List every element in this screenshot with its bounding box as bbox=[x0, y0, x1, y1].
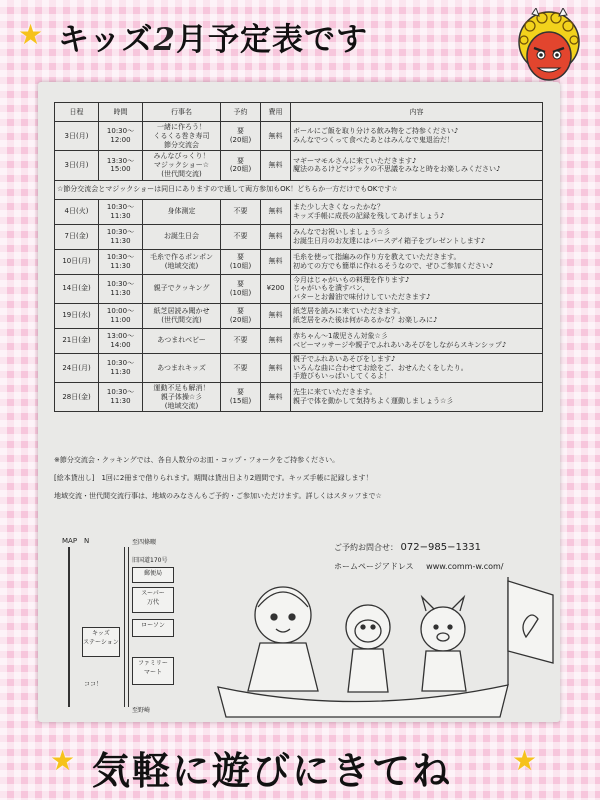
cell-content: 今月はじゃがいもの料理を作ります♪ じゃがいもを潰すパン、 バターとお醤油で味付けしていただきます♪ bbox=[291, 274, 543, 303]
characters-illustration bbox=[208, 567, 558, 722]
cell-fee: 無料 bbox=[261, 353, 291, 382]
cell-date: 4日(火) bbox=[55, 199, 99, 224]
cell-content: また少し大きくなったかな？ キッズ手帳に成長の記録を残してあげましょう♪ bbox=[291, 199, 543, 224]
title-number: 2 bbox=[153, 22, 176, 58]
phone-label: ご予約お問合せ： bbox=[334, 543, 398, 552]
cell-reserve: 要 (20組) bbox=[221, 151, 261, 180]
cell-reserve: 要 (20組) bbox=[221, 303, 261, 328]
cell-date: 24日(月) bbox=[55, 353, 99, 382]
cell-fee: 無料 bbox=[261, 199, 291, 224]
cell-event: あつまれベビー bbox=[143, 328, 221, 353]
cell-date: 7日(金) bbox=[55, 224, 99, 249]
cell-time: 13:30〜 15:00 bbox=[99, 151, 143, 180]
cell-date: 21日(金) bbox=[55, 328, 99, 353]
road-label: 旧国道170号 bbox=[132, 557, 168, 564]
table-row bbox=[55, 383, 543, 412]
cell-event: あつまれキッズ bbox=[143, 353, 221, 382]
cell-event: 身体測定 bbox=[143, 199, 221, 224]
column-header: 日程 bbox=[55, 103, 99, 122]
cell-reserve: 不要 bbox=[221, 224, 261, 249]
cell-time: 10:30〜 11:30 bbox=[99, 249, 143, 274]
header bbox=[0, 0, 600, 84]
road bbox=[124, 547, 129, 707]
map bbox=[62, 537, 194, 715]
cell-event: 運動不足も解消！ 親子体操☆彡 (地域交流) bbox=[143, 383, 221, 412]
cell-time: 10:00〜 11:00 bbox=[99, 303, 143, 328]
cell-date: 3日(月) bbox=[55, 122, 99, 151]
cell-content: 毛糸を使って指編みの作り方を教えていただきます。 初めての方でも簡単に作れるそうなので、ぜひご参加ください♪ bbox=[291, 249, 543, 274]
building-post-office: 郵便局 bbox=[132, 567, 174, 583]
building-supermarket: スーパー 万代 bbox=[132, 587, 174, 613]
road bbox=[68, 547, 70, 707]
cell-content: マギーマモルさんに来ていただきます♪ 魔法のあるけどマジックの不思議をみなと時をお楽しみください♪ bbox=[291, 151, 543, 180]
table-row bbox=[55, 328, 543, 353]
cell-content: 赤ちゃん〜1歳児さん対象☆彡 ベビーマッサージや親子でふれあいあそびをしながらスキンシップ♪ bbox=[291, 328, 543, 353]
table-row bbox=[55, 199, 543, 224]
star-icon: ★ bbox=[18, 18, 44, 51]
table-row bbox=[55, 353, 543, 382]
cell-time: 10:30〜 11:30 bbox=[99, 199, 143, 224]
oni-mask-icon bbox=[512, 8, 586, 86]
cell-time: 10:30〜 11:30 bbox=[99, 353, 143, 382]
column-header: 費用 bbox=[261, 103, 291, 122]
cell-time: 10:30〜 11:30 bbox=[99, 383, 143, 412]
cell-content: 親子でふれあいあそびをします♪ いろんな曲に合わせてお絵をご、おせんたくをしたり。 手遊びもいっぱいしてくるよ！ bbox=[291, 353, 543, 382]
column-header: 予約 bbox=[221, 103, 261, 122]
cell-date: 28日(金) bbox=[55, 383, 99, 412]
building-kids-station: キッズ ステーション bbox=[82, 627, 120, 657]
cell-fee: ¥200 bbox=[261, 274, 291, 303]
cell-date: 3日(月) bbox=[55, 151, 99, 180]
schedule-table bbox=[54, 102, 543, 412]
note-text: ☆節分交流会とマジックショーは同日にありますので通して両方参加もOK！どちらか一方だけでもOKです☆ bbox=[55, 180, 543, 199]
footnote: ※節分交流会・クッキングでは、各自人数分のお皿・コップ・フォークをご持参ください。 bbox=[54, 456, 340, 464]
cell-event: みんなびっくり！ マジックショー☆ (世代間交流) bbox=[143, 151, 221, 180]
cell-fee: 無料 bbox=[261, 224, 291, 249]
cell-fee: 無料 bbox=[261, 383, 291, 412]
footnote: [絵本貸出し] 1回に2冊まで借りられます。期間は貸出日より2週間です。キッズ手帳に記録します！ bbox=[54, 474, 373, 482]
page-title bbox=[58, 14, 368, 59]
column-header: 内容 bbox=[291, 103, 543, 122]
cell-fee: 無料 bbox=[261, 122, 291, 151]
road-label: 至四條畷 bbox=[132, 539, 157, 546]
cell-reserve: 不要 bbox=[221, 199, 261, 224]
cell-fee: 無料 bbox=[261, 303, 291, 328]
cell-reserve: 要 (15組) bbox=[221, 383, 261, 412]
table-row bbox=[55, 224, 543, 249]
cell-content: ボールにご飯を取り分ける飲み物をご持参ください♪ みんなでつくって食べたあとはみんなで鬼退治だ！ bbox=[291, 122, 543, 151]
cell-event: お誕生日会 bbox=[143, 224, 221, 249]
building-lawson: ローソン bbox=[132, 619, 174, 637]
cell-reserve: 要 (10組) bbox=[221, 274, 261, 303]
table-row bbox=[55, 151, 543, 180]
note-row bbox=[55, 180, 543, 199]
star-icon: ★ bbox=[50, 744, 76, 777]
cell-date: 19日(水) bbox=[55, 303, 99, 328]
cell-time: 10:30〜 11:30 bbox=[99, 274, 143, 303]
cell-fee: 無料 bbox=[261, 249, 291, 274]
cell-event: 親子でクッキング bbox=[143, 274, 221, 303]
cell-reserve: 要 (10組) bbox=[221, 249, 261, 274]
star-icon: ★ bbox=[512, 744, 538, 777]
cell-content: 紙芝居を読みに来ていただきます。 紙芝居をみた後は何があるかな？お楽しみに♪ bbox=[291, 303, 543, 328]
cell-fee: 無料 bbox=[261, 328, 291, 353]
title-prefix: キッズ bbox=[58, 22, 154, 58]
footnote: 地域交流・世代間交流行事は、地域のみなさんもご予約・ご参加いただけます。詳しくはスタッフまで☆ bbox=[54, 492, 382, 500]
cell-time: 10:30〜 12:00 bbox=[99, 122, 143, 151]
schedule-paper bbox=[38, 82, 560, 722]
column-header: 行事名 bbox=[143, 103, 221, 122]
web-address[interactable]: www.comm-w.com/ bbox=[426, 562, 504, 571]
cell-event: 一緒に作ろう！ くるくる巻き寿司 節分交流会 bbox=[143, 122, 221, 151]
building-familymart: ファミリー マート bbox=[132, 657, 174, 685]
cell-event: 毛糸で作るポンポン (地域交流) bbox=[143, 249, 221, 274]
web-label: ホームページアドレス bbox=[334, 562, 414, 571]
cell-event: 紙芝居読み聞かせ (世代間交流) bbox=[143, 303, 221, 328]
footer-banner bbox=[0, 728, 600, 800]
cell-content: みんなでお祝いしましょう☆彡 お誕生日月のお友達にはバースデイ箱子をプレゼントします♪ bbox=[291, 224, 543, 249]
road-label: 至野崎 bbox=[132, 707, 151, 714]
map-label: MAP bbox=[62, 537, 78, 545]
table-header-row bbox=[55, 103, 543, 122]
cell-date: 14日(金) bbox=[55, 274, 99, 303]
table-row bbox=[55, 122, 543, 151]
cell-time: 13:00〜 14:00 bbox=[99, 328, 143, 353]
table-row bbox=[55, 274, 543, 303]
table-row bbox=[55, 303, 543, 328]
column-header: 時間 bbox=[99, 103, 143, 122]
cell-reserve: 不要 bbox=[221, 353, 261, 382]
table-row bbox=[55, 249, 543, 274]
cell-time: 10:30〜 11:30 bbox=[99, 224, 143, 249]
north-marker: N bbox=[84, 537, 90, 545]
cell-date: 10日(月) bbox=[55, 249, 99, 274]
phone-number: 072−985−1331 bbox=[400, 542, 481, 553]
title-suffix: 月予定表です bbox=[175, 22, 368, 58]
here-marker: ココ！ bbox=[84, 681, 103, 688]
footer-text: 気軽に遊びにきてね bbox=[92, 749, 453, 793]
cell-content: 先生に来ていただきます。 親子で体を動かして気持ちよく運動しましょう☆彡 bbox=[291, 383, 543, 412]
cell-fee: 無料 bbox=[261, 151, 291, 180]
cell-reserve: 要 (20組) bbox=[221, 122, 261, 151]
cell-reserve: 不要 bbox=[221, 328, 261, 353]
